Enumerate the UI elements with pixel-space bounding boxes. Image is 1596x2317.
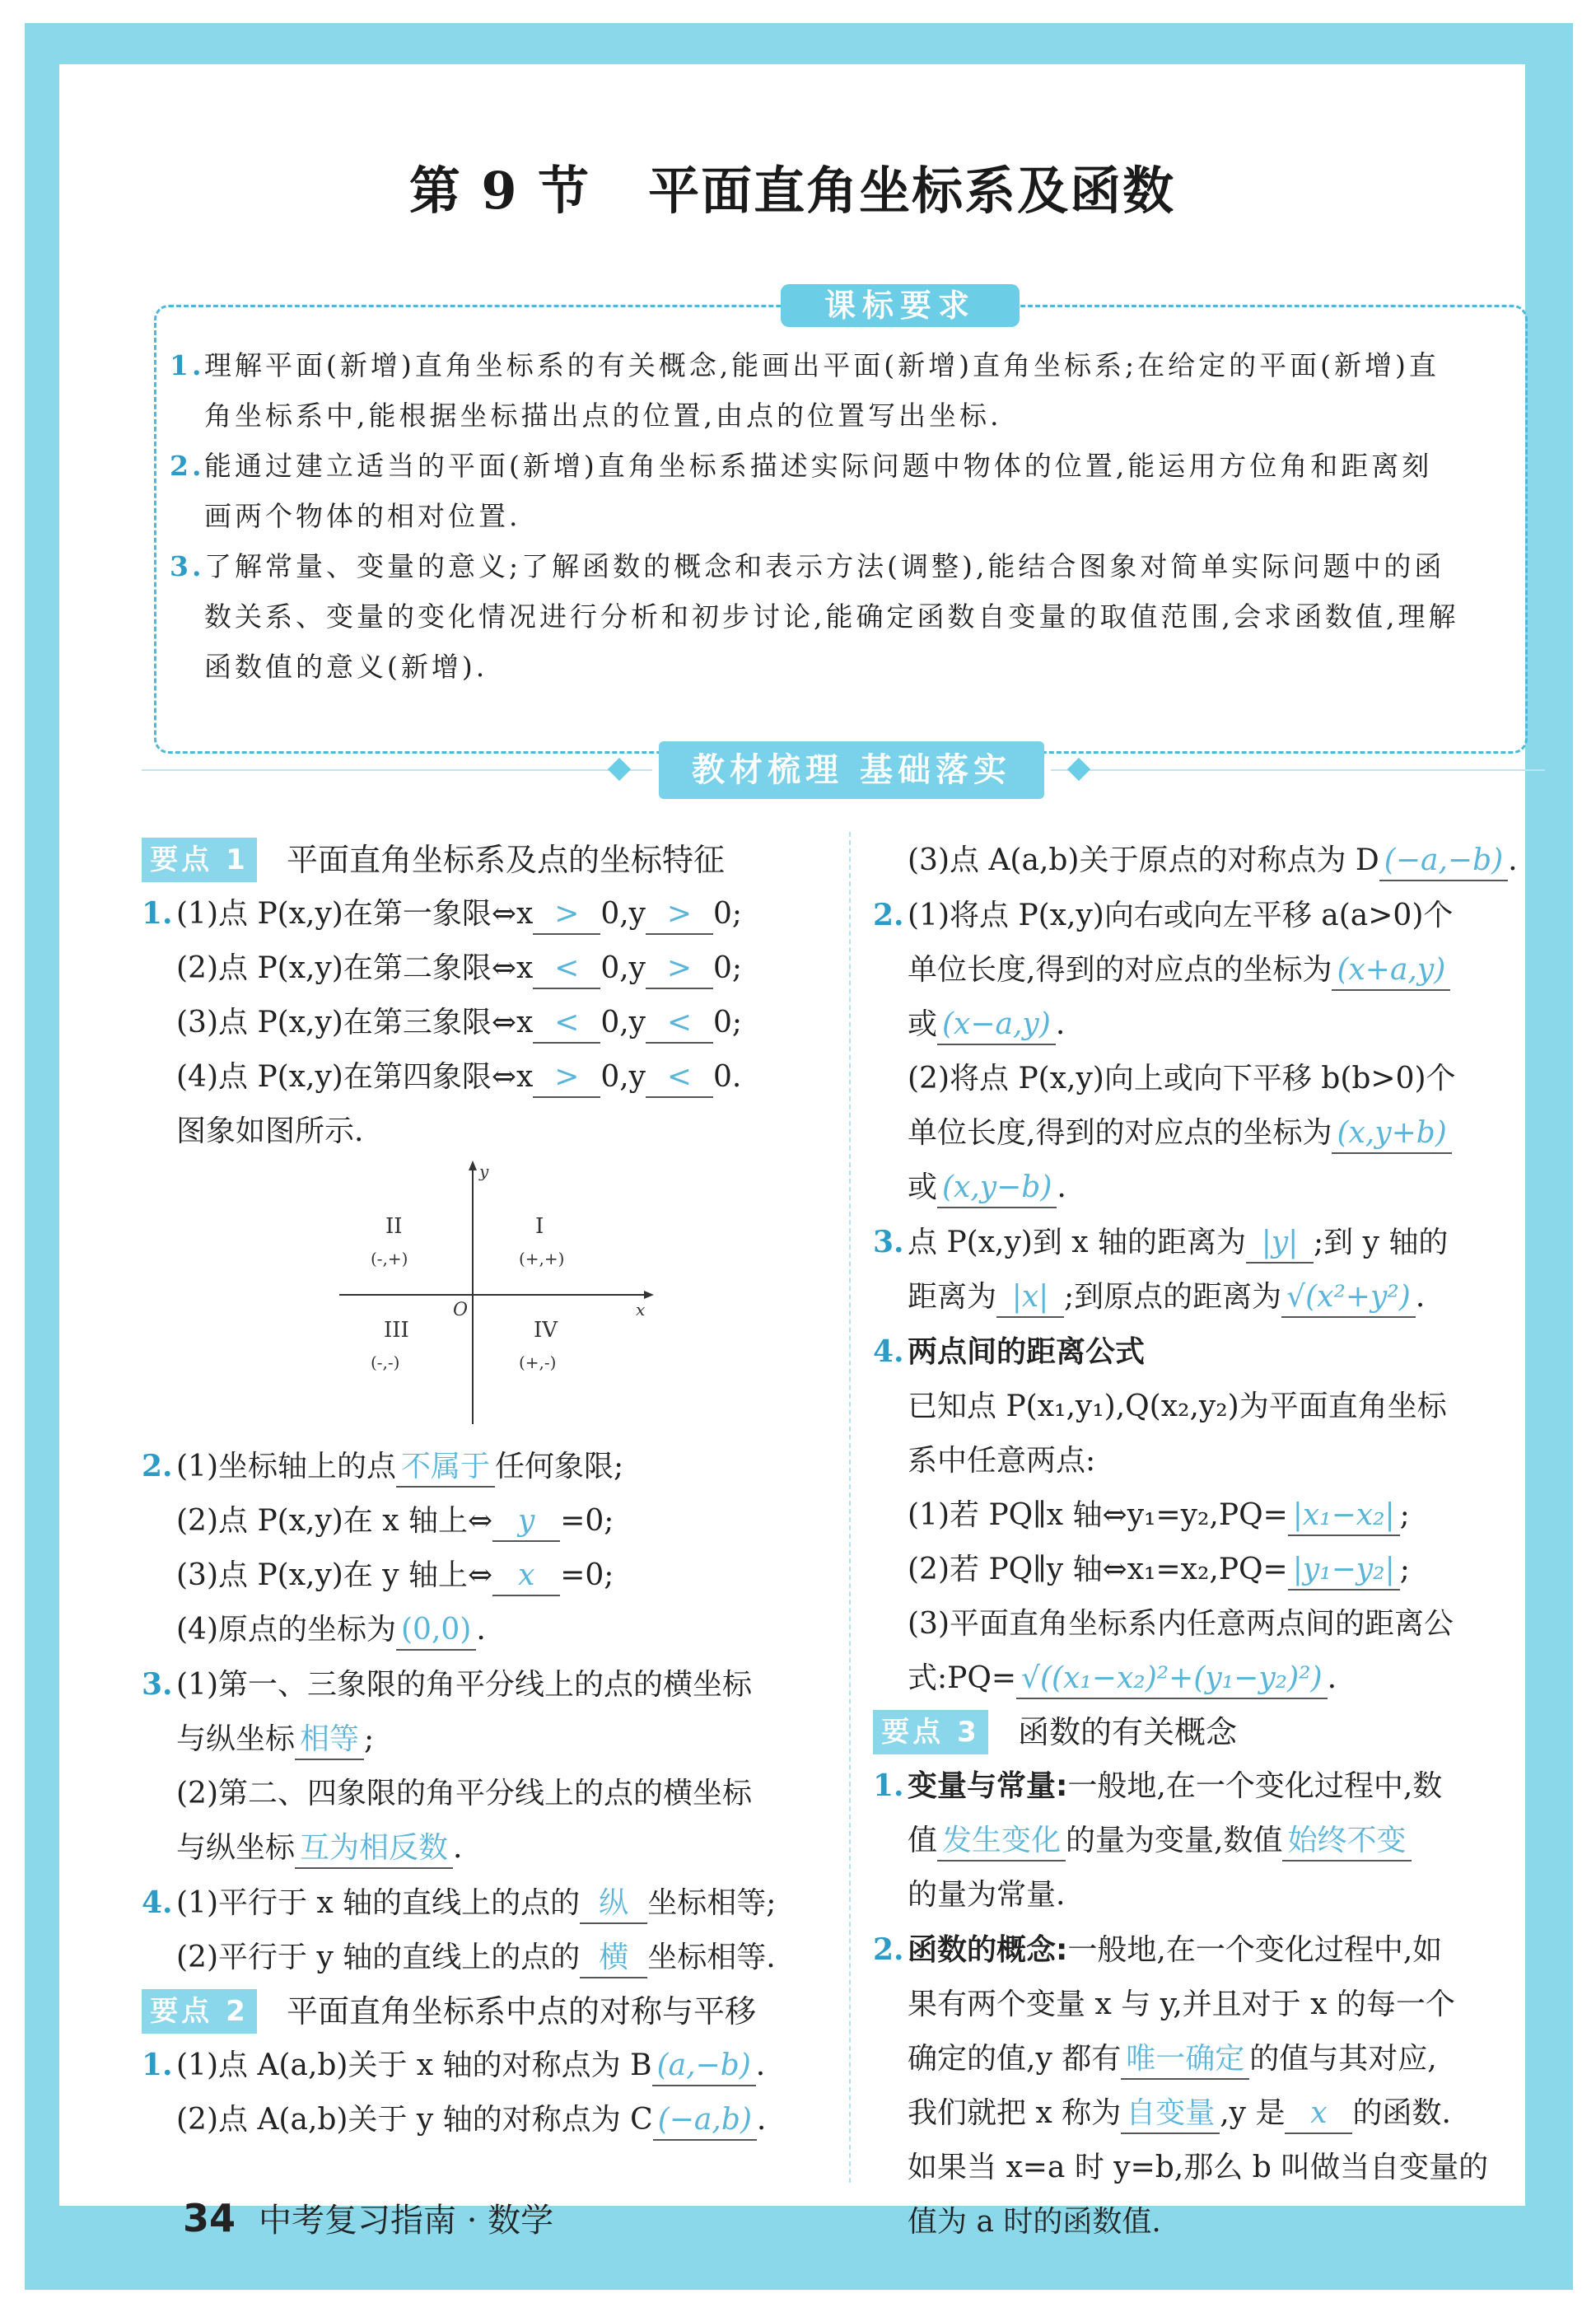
answer-blank[interactable]: x xyxy=(1285,2095,1352,2134)
answer-blank[interactable]: √((x₁−x₂)²+(y₁−y₂)²) xyxy=(1016,1660,1328,1699)
answer-blank[interactable]: 始终不变 xyxy=(1282,1822,1411,1862)
answer-blank[interactable]: (x+a,y) xyxy=(1332,951,1450,991)
answer-blank[interactable]: |x₁−x₂| xyxy=(1288,1497,1400,1536)
column-divider xyxy=(849,832,851,2183)
answer-blank[interactable]: (x,y+b) xyxy=(1332,1114,1451,1154)
answer-blank[interactable]: |x| xyxy=(996,1278,1064,1318)
book-title: 中考复习指南 · 数学 xyxy=(259,2202,554,2240)
y-axis-label: y xyxy=(479,1161,489,1181)
point-header: 要点 3 函数的有关概念 xyxy=(873,1706,1556,1759)
requirement-item: 1. 理解平面(新增)直角坐标系的有关概念,能画出平面(新增)直角坐标系;在给定的平面(新增)直 角坐标系中,能根据坐标描出点的位置,由点的位置写出坐标. xyxy=(170,349,1440,432)
answer-blank[interactable]: < xyxy=(533,1004,600,1044)
answer-blank[interactable]: < xyxy=(533,950,600,989)
banner-line-right xyxy=(1051,769,1545,771)
answer-blank[interactable]: 相等 xyxy=(295,1721,364,1760)
page-title xyxy=(59,150,1525,223)
answer-blank[interactable]: x xyxy=(492,1557,560,1596)
answer-blank[interactable]: (−a,−b) xyxy=(1379,842,1508,881)
answer-blank[interactable]: (a,−b) xyxy=(652,2047,756,2086)
page-number: 34 xyxy=(183,2196,236,2240)
section-number: 第 9 节 xyxy=(408,161,591,221)
answer-blank[interactable]: y xyxy=(492,1502,560,1542)
answer-blank[interactable]: (x−a,y) xyxy=(937,1006,1056,1045)
point-header: 要点 1 平面直角坐标系及点的坐标特征 xyxy=(142,834,825,886)
answer-blank[interactable]: 自变量 xyxy=(1121,2095,1220,2134)
origin-label: O xyxy=(453,1300,469,1320)
quadrant-IV-signs: (+,-) xyxy=(519,1352,557,1372)
quadrant-I-label: I xyxy=(535,1214,544,1239)
requirement-item: 3. 了解常量、变量的意义;了解函数的概念和表示方法(调整),能结合图象对简单实际问题中的函 数关系、变量的变化情况进行分析和初步讨论,能确定函数自变量的取值范围,会求函数值,理解 函数值的意义(新增). xyxy=(170,550,1459,683)
banner-line-left xyxy=(142,769,652,771)
right-column: (3)点 A(a,b)关于原点的对称点为 D (−a,−b) . 2. (1)将点 P(x,y)向右或向左平移 a(a>0)个 单位长度,得到的对应点的坐标为 (x+a,y) 或 (x−a,y) . (2)将点 P(x,y)向上或向下平移 b(b>0)个 单位长度,得到的对应点的坐标为 (x,y+b) 或 (x,y−b) . 3. 点 P(x,y)到 x 轴的距离为 |y| ;到 y 轴的 距离为 |x| ;到原点的距离为 √(x²+y²) . 4. 两点间的距离公式 已知点 P(x₁,y₁),Q(x₂,y₂)为平面直角坐标 系中任意两点: (1)若 PQ∥x 轴⇔y₁=y₂,PQ= |x₁−x₂| ; (2)若 PQ∥y 轴⇔x₁=x₂,PQ= |y₁−y₂| ; (3)平面直角坐标系内任意两点间的距离公 式:PQ= √((x₁−x₂)²+(y₁−y₂)²) . 要点 3 函数的有关概念 1. 变量与常量:一般地,在一个变化过程中,数 值 发生变化 的量为变量,数值 始终不变 的量为常量. 2. 函数的概念:一般地,在一个变化过程中,如 果有两个变量 x 与 y,并且对于 x 的每一个 确定的值,y 都有 唯一确定 的值与其对应, 我们就把 x 称为 自变量 ,y 是 x 的函数. 如果当 x=a 时 y=b,那么 b 叫做当自变量的 值为 a 时的函数值. xyxy=(873,834,1556,2249)
page-footer xyxy=(183,2194,553,2241)
answer-blank[interactable]: > xyxy=(533,1058,600,1098)
quadrant-II-signs: (-,+) xyxy=(371,1249,408,1268)
section-title: 平面直角坐标系及函数 xyxy=(648,161,1176,221)
quadrant-II-label: II xyxy=(385,1214,403,1239)
point-header: 要点 2 平面直角坐标系中点的对称与平移 xyxy=(142,1985,825,2038)
quadrant-III-label: III xyxy=(384,1318,409,1343)
answer-blank[interactable]: (−a,b) xyxy=(653,2101,757,2141)
quadrant-I-signs: (+,+) xyxy=(519,1249,565,1268)
x-axis-label: x xyxy=(636,1300,646,1320)
quadrant-IV-label: IV xyxy=(534,1318,558,1343)
requirement-item: 2. 能通过建立适当的平面(新增)直角坐标系描述实际问题中物体的位置,能运用方位角和距离刻 画两个物体的相对位置. xyxy=(170,450,1433,532)
requirements-list xyxy=(170,340,1505,692)
answer-blank[interactable]: 横 xyxy=(580,1939,647,1978)
answer-blank[interactable]: < xyxy=(646,1004,713,1044)
answer-blank[interactable]: (x,y−b) xyxy=(937,1169,1057,1208)
section-banner: 教材梳理 基础落实 xyxy=(659,741,1044,799)
answer-blank[interactable]: (0,0) xyxy=(396,1611,476,1651)
answer-blank[interactable]: |y| xyxy=(1246,1224,1314,1264)
answer-blank[interactable]: 互为相反数 xyxy=(295,1829,453,1869)
answer-blank[interactable]: 唯一确定 xyxy=(1121,2040,1249,2080)
answer-blank[interactable]: 发生变化 xyxy=(937,1822,1066,1862)
answer-blank[interactable]: > xyxy=(646,895,713,935)
answer-blank[interactable]: √(x²+y²) xyxy=(1281,1278,1416,1318)
answer-blank[interactable]: < xyxy=(646,1058,713,1098)
answer-blank[interactable]: |y₁−y₂| xyxy=(1288,1551,1400,1591)
requirements-badge: 课标要求 xyxy=(781,284,1020,327)
answer-blank[interactable]: 不属于 xyxy=(396,1448,495,1488)
answer-blank[interactable]: 纵 xyxy=(580,1885,647,1924)
requirements-box xyxy=(154,287,1528,754)
answer-blank[interactable]: > xyxy=(646,950,713,989)
left-column: 要点 1 平面直角坐标系及点的坐标特征 1. (1)点 P(x,y)在第一象限⇔x > 0,y > 0; (2)点 P(x,y)在第二象限⇔x < 0,y > 0; (3)点 P(x,y)在第三象限⇔x < 0,y < 0; (4)点 P(x,y)在第四象限⇔x > 0,y < 0. 图象如图所示. y x O I (+,+) II (-,+) III (-,-) IV (+,-) 2. (1)坐标轴上的点 不属于 任何象限; (2)点 P(x,y)在 x 轴上⇔ y =0; (3)点 P(x,y)在 y 轴上⇔ x =0; (4)原点的坐标为 (0,0) . 3. (1)第一、三象限的角平分线上的点的横坐标 与纵坐标 相等 ; (2)第二、四象限的角平分线上的点的横坐标 与纵坐标 互为相反数 . 4. (1)平行于 x 轴的直线上的点的 纵 坐标相等; (2)平行于 y 轴的直线上的点的 横 坐标相等. 要点 2 平面直角坐标系中点的对称与平移 1. (1)点 A(a,b)关于 x 轴的对称点为 B (a,−b) . (2)点 A(a,b)关于 y 轴的对称点为 C (−a,b) . xyxy=(142,834,825,2147)
quadrant-III-signs: (-,-) xyxy=(371,1352,400,1372)
answer-blank[interactable]: > xyxy=(533,895,600,935)
coordinate-graph xyxy=(142,1159,825,1439)
